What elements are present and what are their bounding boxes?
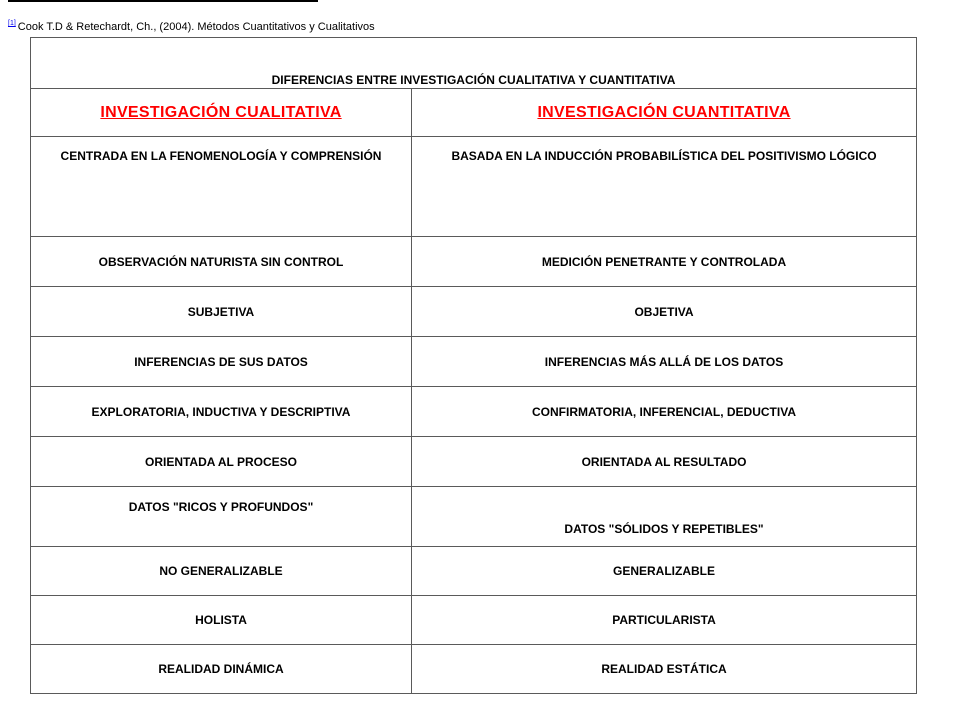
cell-cuantitativa: REALIDAD ESTÁTICA: [412, 645, 917, 694]
table-header-row: [31, 89, 917, 137]
table-row: [31, 437, 917, 487]
cell-cuantitativa: PARTICULARISTA: [412, 596, 917, 645]
cell-cualitativa: HOLISTA: [31, 596, 412, 645]
table-row: [31, 487, 917, 547]
table-row: [31, 645, 917, 694]
cell-cuantitativa: DATOS "SÓLIDOS Y REPETIBLES": [412, 487, 917, 547]
footnote: [8, 17, 375, 34]
cell-cualitativa: SUBJETIVA: [31, 287, 412, 337]
table-row: [31, 137, 917, 237]
table-row: [31, 547, 917, 596]
table-title-row: [31, 38, 917, 89]
table-title: DIFERENCIAS ENTRE INVESTIGACIÓN CUALITATIVA Y CUANTITATIVA: [31, 38, 917, 89]
top-rule: [8, 0, 318, 2]
cell-cualitativa: INFERENCIAS DE SUS DATOS: [31, 337, 412, 387]
cell-cuantitativa: BASADA EN LA INDUCCIÓN PROBABILÍSTICA DEL POSITIVISMO LÓGICO: [412, 137, 917, 237]
table-row: [31, 596, 917, 645]
cell-cualitativa: OBSERVACIÓN NATURISTA SIN CONTROL: [31, 237, 412, 287]
cell-cualitativa: REALIDAD DINÁMICA: [31, 645, 412, 694]
cell-cuantitativa: CONFIRMATORIA, INFERENCIAL, DEDUCTIVA: [412, 387, 917, 437]
header-cuantitativa: INVESTIGACIÓN CUANTITATIVA: [412, 89, 917, 137]
cell-cuantitativa: GENERALIZABLE: [412, 547, 917, 596]
cell-cualitativa: CENTRADA EN LA FENOMENOLOGÍA Y COMPRENSIÓN: [31, 137, 412, 237]
table-row: [31, 237, 917, 287]
cell-cualitativa: EXPLORATORIA, INDUCTIVA Y DESCRIPTIVA: [31, 387, 412, 437]
cell-cuantitativa: MEDICIÓN PENETRANTE Y CONTROLADA: [412, 237, 917, 287]
comparison-table: [30, 37, 917, 694]
table-row: [31, 387, 917, 437]
table-row: [31, 287, 917, 337]
cell-cualitativa: NO GENERALIZABLE: [31, 547, 412, 596]
cell-cuantitativa: OBJETIVA: [412, 287, 917, 337]
cell-cuantitativa: ORIENTADA AL RESULTADO: [412, 437, 917, 487]
footnote-text: Cook T.D & Retechardt, Ch., (2004). Métodos Cuantitativos y Cualitativos: [17, 21, 375, 33]
cell-cualitativa: ORIENTADA AL PROCESO: [31, 437, 412, 487]
footnote-ref-link[interactable]: [1]: [8, 20, 16, 27]
header-cualitativa: INVESTIGACIÓN CUALITATIVA: [31, 89, 412, 137]
cell-cuantitativa: INFERENCIAS MÁS ALLÁ DE LOS DATOS: [412, 337, 917, 387]
table-row: [31, 337, 917, 387]
cell-cualitativa: DATOS "RICOS Y PROFUNDOS": [31, 487, 412, 547]
